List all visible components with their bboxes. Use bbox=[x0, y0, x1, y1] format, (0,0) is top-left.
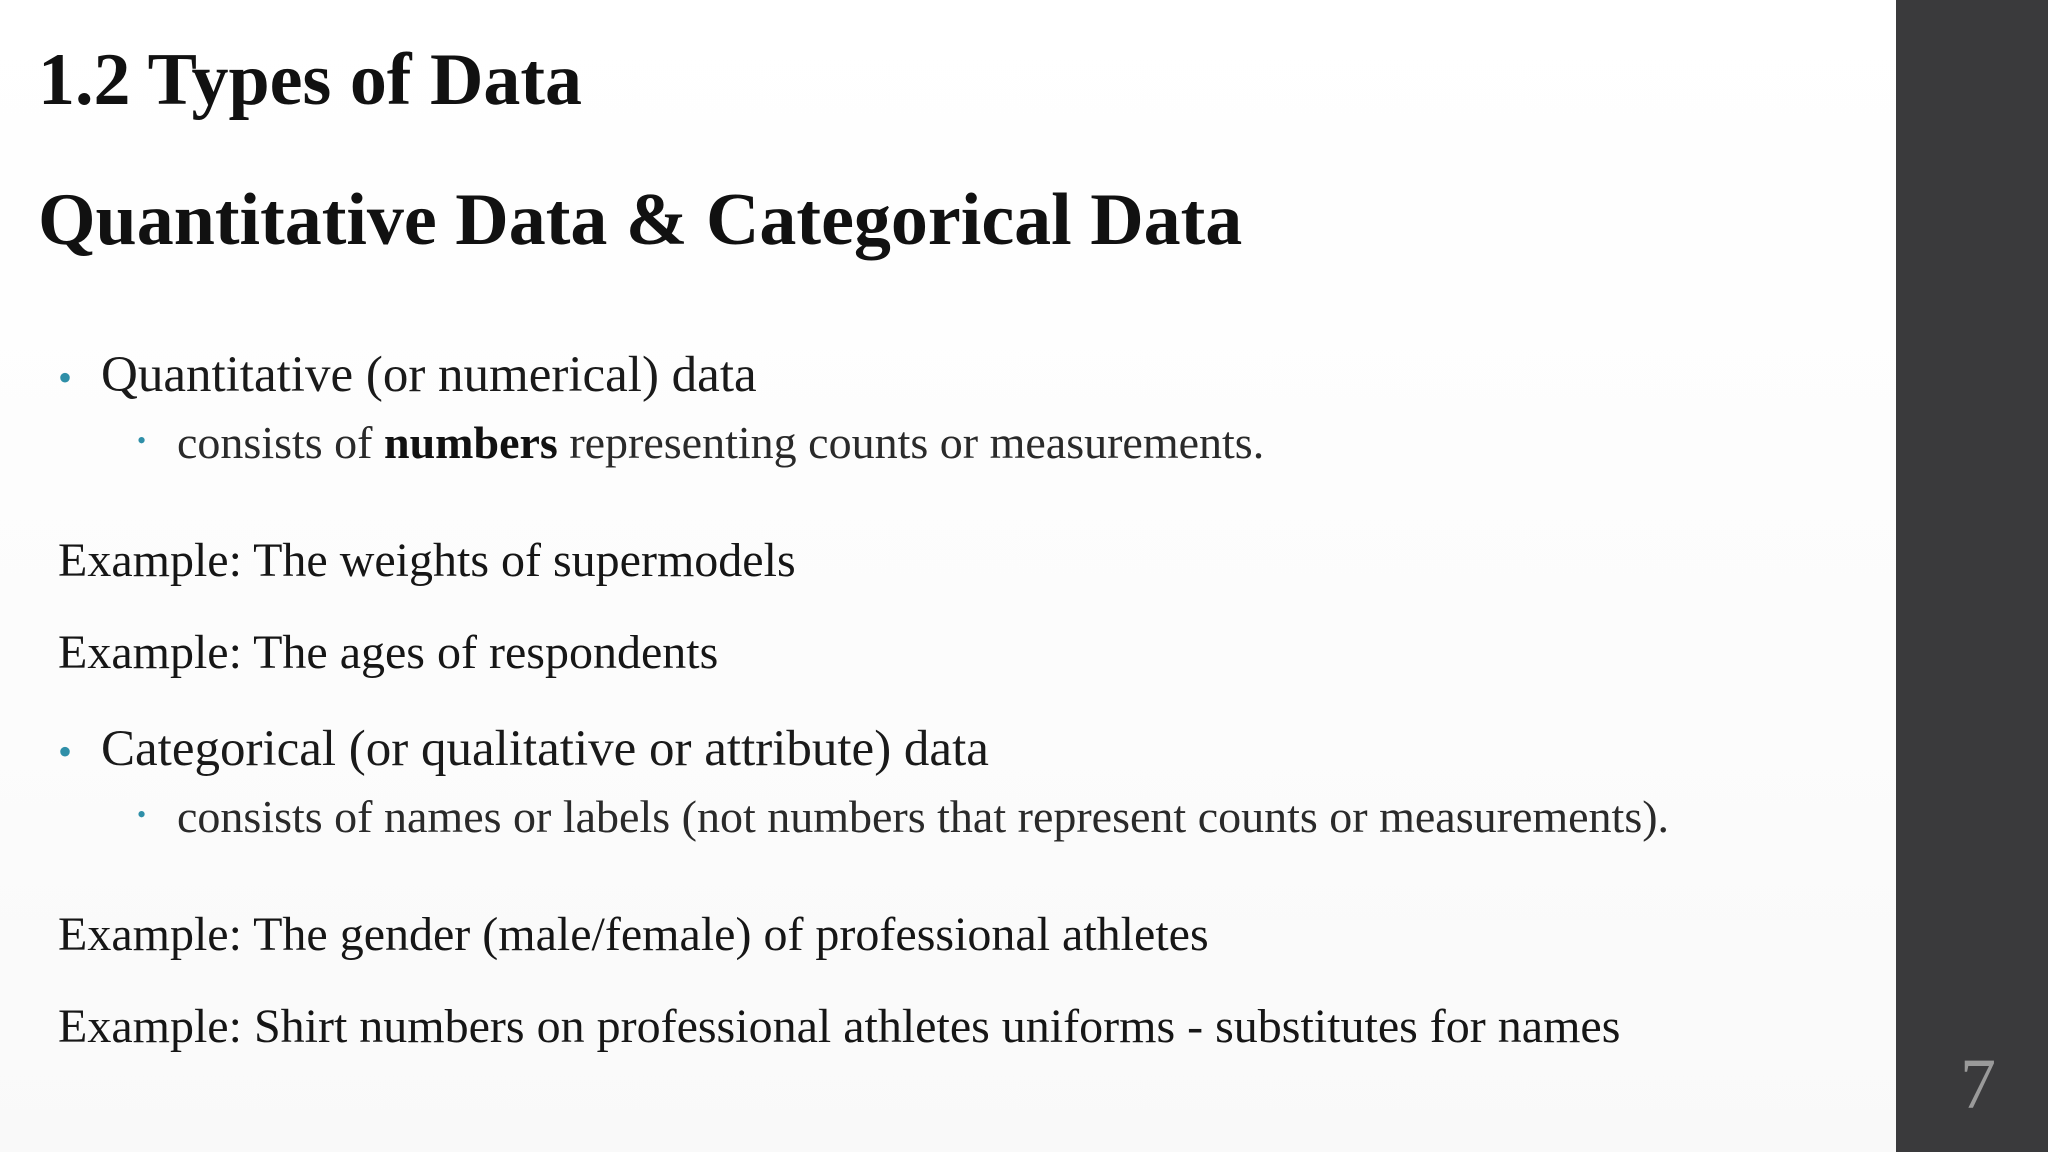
bullet-icon: • bbox=[58, 355, 73, 400]
quantitative-example-1: Example: The weights of supermodels bbox=[58, 534, 796, 587]
sub-bullet-icon: • bbox=[137, 426, 147, 455]
categorical-example-1: Example: The gender (male/female) of professional athletes bbox=[58, 908, 1209, 961]
page-number: 7 bbox=[1960, 1044, 1996, 1124]
slide-subtitle: Quantitative Data & Categorical Data bbox=[38, 179, 1243, 261]
sub-bullet-icon: • bbox=[137, 800, 147, 829]
categorical-example-2: Example: Shirt numbers on professional athletes uniforms - substitutes for names bbox=[58, 1000, 1621, 1053]
right-sidebar bbox=[1896, 0, 2048, 1152]
definition-text-bold: numbers bbox=[384, 417, 558, 468]
categorical-heading: Categorical (or qualitative or attribute) data bbox=[101, 721, 989, 777]
definition-text-after: representing counts or measurements. bbox=[557, 417, 1265, 468]
categorical-definition: consists of names or labels (not numbers that represent counts or measurements). bbox=[177, 791, 1670, 842]
definition-text-before: consists of bbox=[177, 417, 384, 468]
slide-title: 1.2 Types of Data bbox=[38, 39, 583, 121]
bullet-icon: • bbox=[58, 729, 73, 774]
quantitative-example-2: Example: The ages of respondents bbox=[58, 626, 719, 679]
quantitative-heading: Quantitative (or numerical) data bbox=[101, 347, 757, 403]
quantitative-definition bbox=[177, 417, 1265, 468]
